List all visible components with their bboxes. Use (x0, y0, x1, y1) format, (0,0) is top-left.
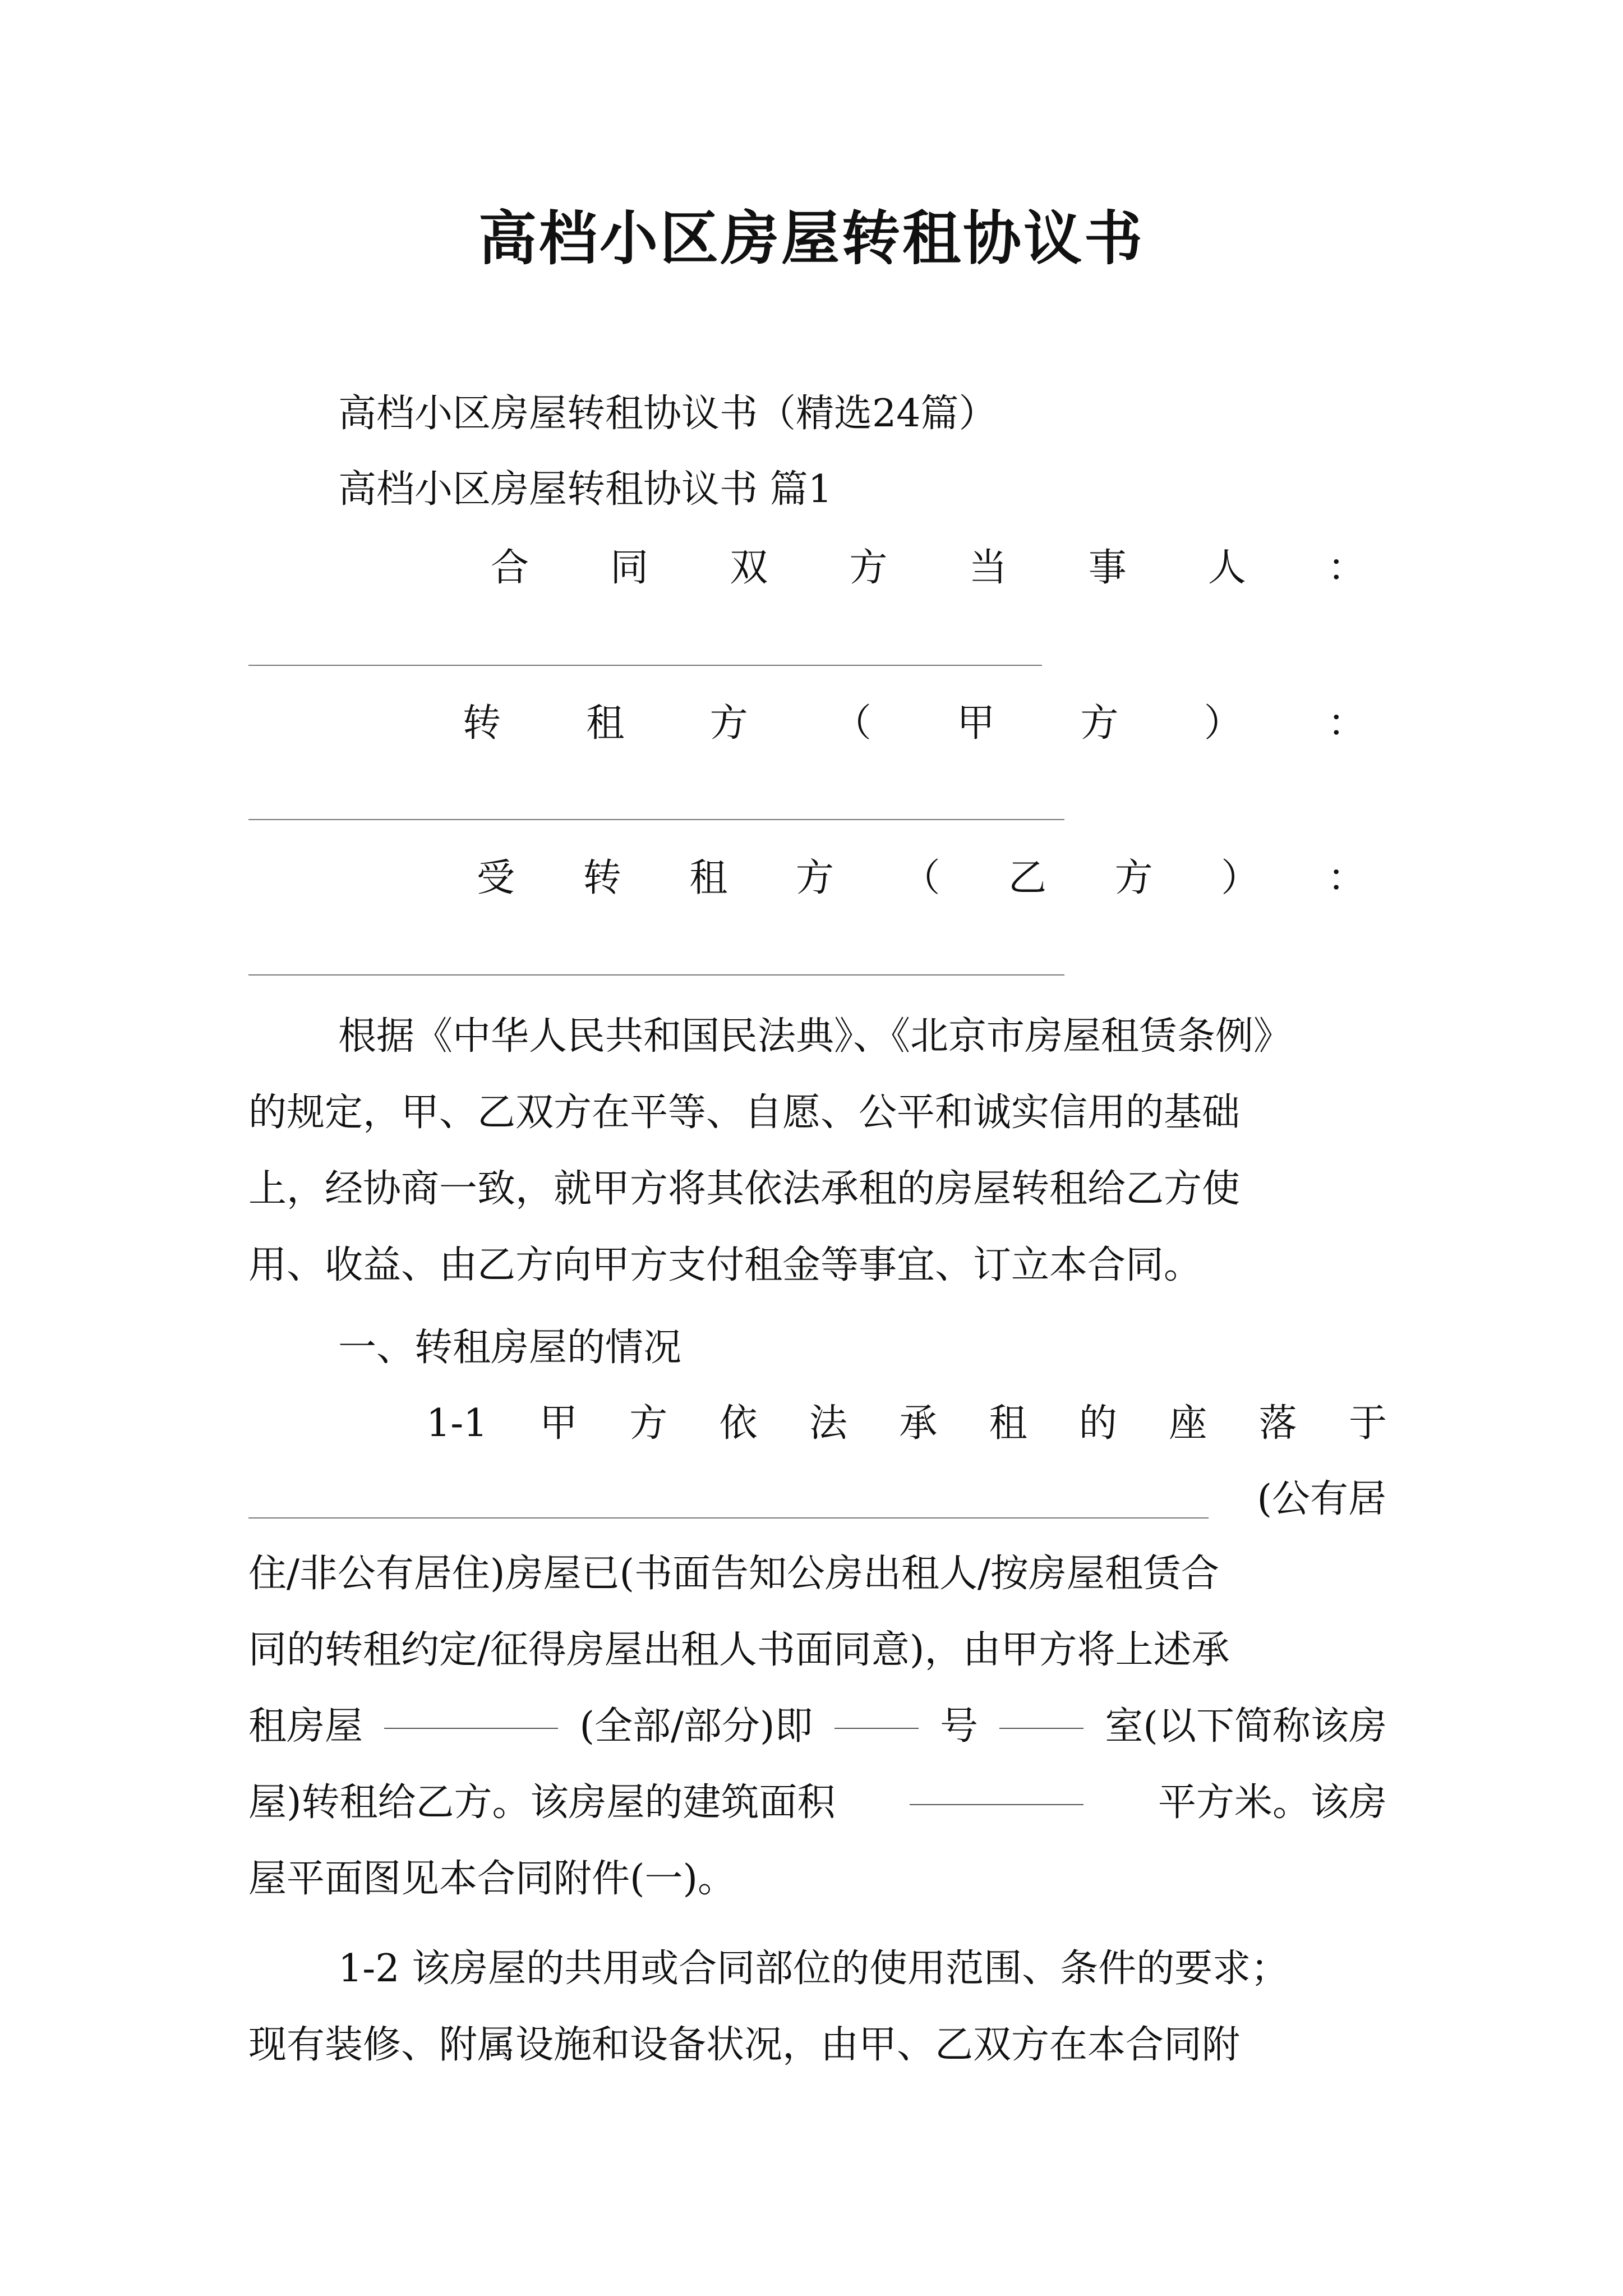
sublessor-label: 转 租 方 （ 甲 方 ） ： (463, 701, 1366, 746)
area-blank (910, 1765, 1083, 1805)
room-blank (999, 1688, 1083, 1729)
scope-blank (384, 1688, 558, 1729)
sublessee-blank-line (248, 974, 1064, 976)
clause-1-heading: 一、转租房屋的情况 (338, 1326, 682, 1370)
clause-1-1-second-line-suffix: (公有居 (1257, 1477, 1386, 1521)
number-blank (834, 1688, 919, 1729)
sublessor-blank-line (248, 819, 1064, 820)
section-heading: 高档小区房屋转租协议书 篇1 (338, 467, 832, 512)
clause-1-2: 1-2 该房屋的共用或合同部位的使用范围、条件的要求； 现有装修、附属设施和设备状况，由甲、乙双方在本合同附 (248, 1947, 1289, 2067)
location-blank-line (248, 1517, 1209, 1519)
clause-1-1-first-line: 1-1 甲 方 依 法 承 租 的 座 落 于 (426, 1401, 1387, 1446)
document-title: 高档小区房屋转租协议书 (478, 204, 1145, 273)
parties-blank-line (248, 665, 1042, 666)
parties-label: 合 同 双 方 当 事 人 ： (491, 546, 1366, 590)
document-subtitle: 高档小区房屋转租协议书（精选24篇） (338, 392, 997, 436)
clause-1-1-body: 住/非公有居住)房屋已(书面告知公房出租人/按房屋租赁合 同的转租约定/征得房屋出租人书面同意)，由甲方将上述承 租房屋 (全部/部分)即 号 室(以下简称该房 屋)转租给乙方。该房屋的建筑面积 平方米。该房 屋平面图见本合同附件(一)。 (248, 1552, 1387, 1901)
intro-paragraph: 根据《中华人民共和国民法典》、《北京市房屋租赁条例》 的规定，甲、乙双方在平等、自愿、公平和诚实信用的基础 上，经协商一致，就甲方将其依法承租的房屋转租给乙方使 用、收益、由乙方向甲方支付租金等事宜、订立本合同。 (248, 1014, 1292, 1287)
sublessee-label: 受 转 租 方 （ 乙 方 ） ： (477, 856, 1366, 900)
